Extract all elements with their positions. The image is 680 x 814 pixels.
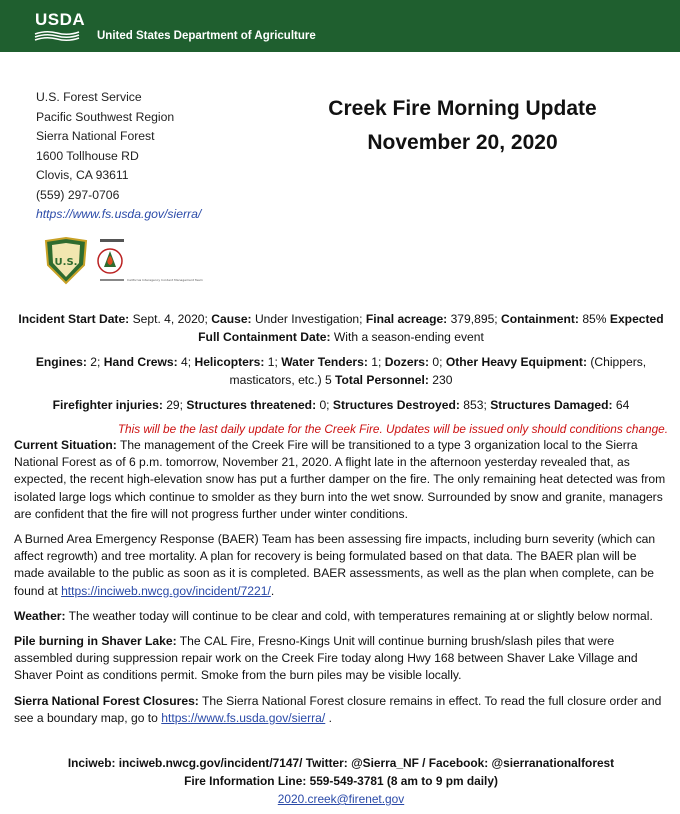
forest-service-shield-icon xyxy=(46,238,86,283)
social-links: Inciweb: inciweb.nwcg.gov/incident/7147/ Twitter: @Sierra_NF / Facebook: @sierranationalforest xyxy=(67,756,615,770)
title-date: November 20, 2020 xyxy=(367,131,558,154)
cal-fire-emblem-icon xyxy=(98,239,203,282)
pile-burning-paragraph: Pile burning in Shaver Lake: The CAL Fire, Fresno-Kings Unit will continue burning brush/slash piles that were assembled during suppression repair work on the Creek Fire today along Hwy 168 between Shaver Lake Village and Shaver Point as conditions permit. Smoke from the burn piles may be visible locally. xyxy=(14,634,638,683)
address-line: U.S. Forest Service xyxy=(36,90,142,104)
forest-website-link[interactable]: https://www.fs.usda.gov/sierra/ xyxy=(36,207,202,221)
current-situation-paragraph: Current Situation: The management of the Creek Fire will be transitioned to a type 3 organization local to the Sierra National Forest as of 6 p.m. tomorrow, November 21, 2020. A flight late in the afternoon yesterday revealed that, as expected, the recent high-elevation snow has put a further damper on the fire. The only remaining heat detected was from isolated large logs which continue to smolder as they burn into the wet snow. Surrounded by snow and granite, managers are confident that the fire will not progress further under winter conditions. xyxy=(14,438,666,521)
office-address xyxy=(36,88,201,225)
shield-text: U.S. xyxy=(54,257,78,268)
address-line: Clovis, CA 93611 xyxy=(36,168,129,182)
address-line: Pacific Southwest Region xyxy=(36,109,175,124)
update-body xyxy=(14,437,670,735)
usda-banner xyxy=(0,0,680,52)
email-link[interactable]: 2020.creek@firenet.gov xyxy=(277,792,405,806)
final-update-notice: This will be the last daily update for the Creek Fire. Updates will be issued only should conditions change. xyxy=(117,421,668,436)
agency-logos xyxy=(44,237,203,285)
closure-link[interactable]: https://www.fs.usda.gov/sierra/ xyxy=(161,710,326,725)
address-line: Sierra National Forest xyxy=(36,129,155,143)
title-main: Creek Fire Morning Update xyxy=(328,97,597,120)
usda-logo[interactable]: USDA xyxy=(35,10,86,29)
address-line: 1600 Tollhouse RD xyxy=(36,148,139,163)
phone-number: (559) 297-0706 xyxy=(36,187,120,202)
page-title xyxy=(290,92,635,160)
info-line: Fire Information Line: 559-549-3781 (8 am to 9 pm daily) xyxy=(184,774,498,788)
contact-footer xyxy=(14,754,668,808)
weather-paragraph: Weather: The weather today will continue to be clear and cold, with temperatures remaining at or slightly below normal. xyxy=(14,608,653,623)
partner-logo-text: California Interagency Incident Management Team xyxy=(127,278,203,282)
closures-paragraph: Sierra National Forest Closures: The Sierra National Forest closure remains in effect. To read the full closure order and see a boundary map, go to https://www.fs.usda.gov/sierra/ . xyxy=(14,693,662,725)
incident-facts xyxy=(14,311,668,446)
incident-summary: Incident Start Date: Sept. 4, 2020; Cause: Under Investigation; Final acreage: 379,895; Containment: 85% Expected Full Containment Date: With a season-ending event xyxy=(18,312,664,344)
department-name: United States Department of Agriculture xyxy=(97,30,316,42)
baer-link[interactable]: https://inciweb.nwcg.gov/incident/7221/ xyxy=(61,583,271,598)
usda-wave-icon xyxy=(35,30,79,42)
structures-summary: Firefighter injuries: 29; Structures threatened: 0; Structures Destroyed: 853; Structures Damaged: 64 xyxy=(52,398,630,412)
baer-paragraph: A Burned Area Emergency Response (BAER) Team has been assessing fire impacts, including burn severity (which can affect regrowth) and tree mortality. A plan for recovery is being formulated based on that data. The BAER plan will be made available to the public as soon as it is completed. BAER assessments, as well as the plan when complete, can be found at https://inciweb.nwcg.gov/incident/7221/. xyxy=(14,532,656,598)
resources-summary: Engines: 2; Hand Crews: 4; Helicopters: 1; Water Tenders: 1; Dozers: 0; Other Heavy Equipment: (Chippers, masticators, etc.) 5 Total Personnel: 230 xyxy=(35,355,647,387)
